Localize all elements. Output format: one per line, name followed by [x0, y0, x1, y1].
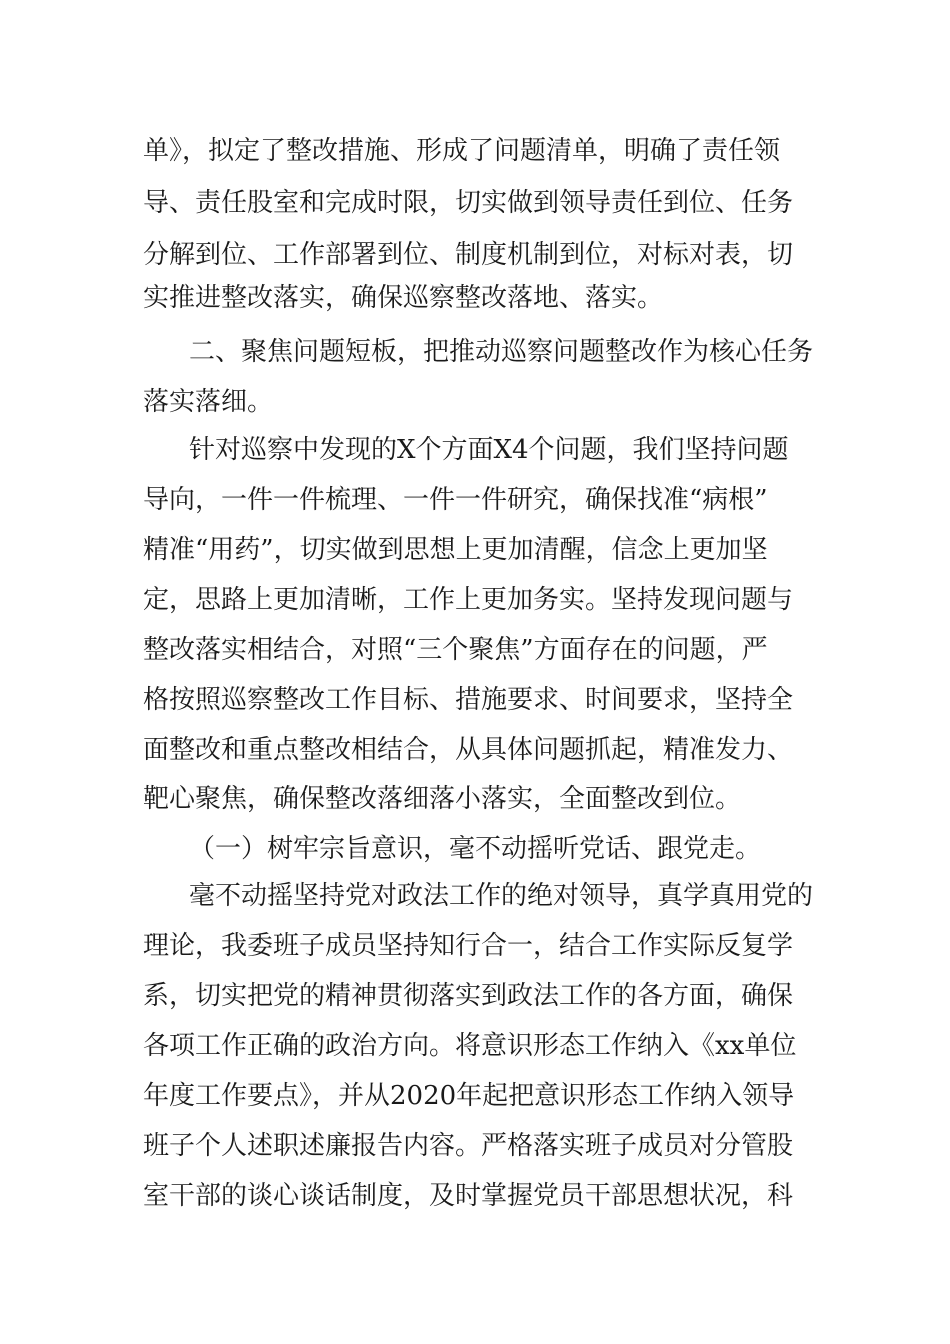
section-heading: 二、聚焦问题短板，把推动巡察问题整改作为核心任务	[189, 337, 814, 367]
text-line: 定，思路上更加清晰，工作上更加务实。坚持发现问题与	[143, 585, 794, 615]
text-line: 系，切实把党的精神贯彻落实到政法工作的各方面，确保	[143, 981, 794, 1011]
text-line: 导、责任股室和完成时限，切实做到领导责任到位、任务	[143, 188, 794, 218]
text-line: 分解到位、工作部署到位、制度机制到位，对标对表，切	[143, 240, 794, 270]
text-line: 实推进整改落实，确保巡察整改落地、落实。	[143, 283, 664, 313]
text-line: 班子个人述职述廉报告内容。严格落实班子成员对分管股	[143, 1131, 794, 1161]
text-line: 格按照巡察整改工作目标、措施要求、时间要求，坚持全	[143, 685, 794, 715]
text-line: 毫不动摇坚持党对政法工作的绝对领导，真学真用党的	[189, 881, 814, 911]
text-line: 年度工作要点》，并从2020年起把意识形态工作纳入领导	[143, 1081, 795, 1111]
text-line: 理论，我委班子成员坚持知行合一，结合工作实际反复学	[143, 931, 794, 961]
text-line: 针对巡察中发现的X个方面X4个问题，我们坚持问题	[189, 435, 789, 465]
text-line: 各项工作正确的政治方向。将意识形态工作纳入《xx单位	[143, 1031, 797, 1061]
text-line: 靶心聚焦，确保整改落细落小落实，全面整改到位。	[143, 784, 742, 814]
text-line: 单》，拟定了整改措施、形成了问题清单，明确了责任领	[143, 136, 781, 166]
text-line: 整改落实相结合，对照“三个聚焦”方面存在的问题，严	[143, 635, 768, 665]
text-line: 精准“用药”，切实做到思想上更加清醒，信念上更加坚	[143, 535, 768, 565]
text-line: 面整改和重点整改相结合，从具体问题抓起，精准发力、	[143, 735, 794, 765]
text-line: 导向，一件一件梳理、一件一件研究，确保找准“病根”	[143, 485, 768, 515]
section-heading-continued: 落实落细。	[143, 387, 274, 417]
subsection-heading: （一）树牢宗旨意识，毫不动摇听党话、跟党走。	[189, 834, 762, 864]
text-line: 室干部的谈心谈话制度，及时掌握党员干部思想状况，科	[143, 1181, 794, 1211]
